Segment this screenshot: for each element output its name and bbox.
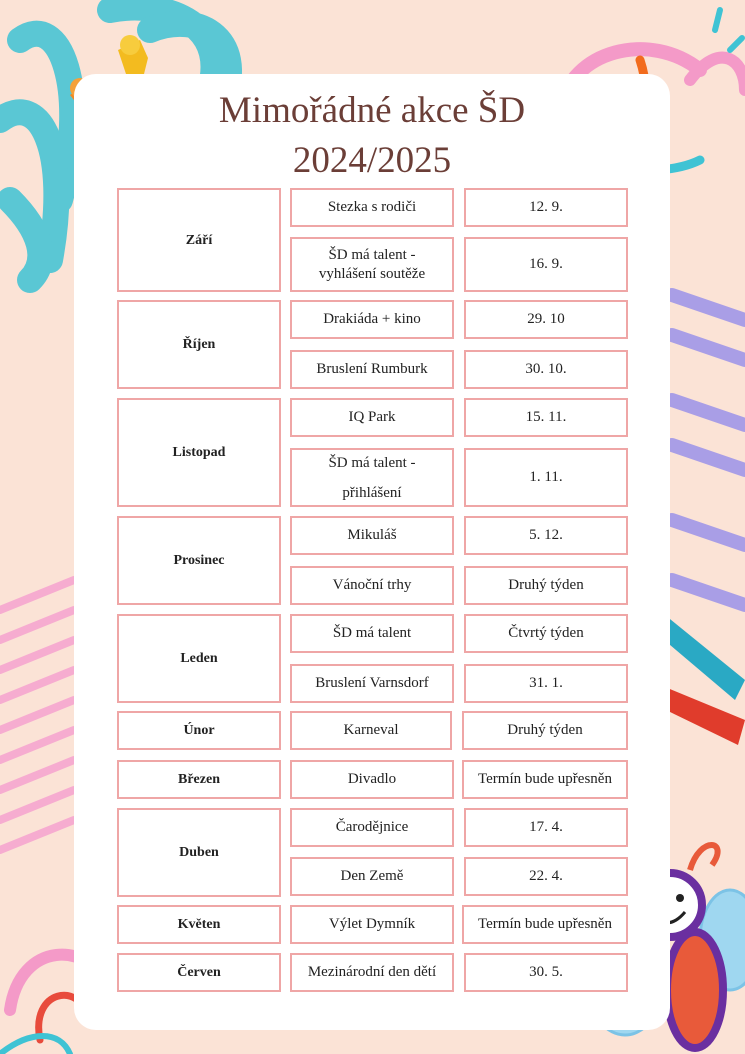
event-cell: Bruslení Rumburk bbox=[290, 350, 454, 389]
date-cell: 12. 9. bbox=[464, 188, 628, 227]
event-cell: Divadlo bbox=[290, 760, 454, 799]
date-cell: 29. 10 bbox=[464, 300, 628, 339]
month-cell: Září bbox=[117, 188, 281, 292]
date-cell: 17. 4. bbox=[464, 808, 628, 847]
event-cell: Den Země bbox=[290, 857, 454, 896]
month-cell: Duben bbox=[117, 808, 281, 897]
date-cell: Termín bude upřesněn bbox=[462, 905, 628, 944]
month-cell: Listopad bbox=[117, 398, 281, 507]
event-cell: ŠD má talent - vyhlášení soutěže bbox=[290, 237, 454, 292]
date-cell: 30. 5. bbox=[464, 953, 628, 992]
title-line-2: 2024/2025 bbox=[292, 140, 452, 181]
event-cell: Mikuláš bbox=[290, 516, 454, 555]
date-cell: Druhý týden bbox=[462, 711, 628, 750]
title-line-1: Mimořádné akce ŠD bbox=[218, 90, 526, 131]
event-cell: Čarodějnice bbox=[290, 808, 454, 847]
event-cell: Drakiáda + kino bbox=[290, 300, 454, 339]
date-cell: 22. 4. bbox=[464, 857, 628, 896]
event-cell: ŠD má talent bbox=[290, 614, 454, 653]
month-cell: Únor bbox=[117, 711, 281, 750]
month-cell: Leden bbox=[117, 614, 281, 703]
event-cell: Mezinárodní den dětí bbox=[290, 953, 454, 992]
date-cell: Termín bude upřesněn bbox=[462, 760, 628, 799]
month-cell: Květen bbox=[117, 905, 281, 944]
date-cell: 5. 12. bbox=[464, 516, 628, 555]
event-cell: Karneval bbox=[290, 711, 452, 750]
month-cell: Březen bbox=[117, 760, 281, 799]
date-cell: Čtvrtý týden bbox=[464, 614, 628, 653]
date-cell: Druhý týden bbox=[464, 566, 628, 605]
page-title bbox=[74, 86, 670, 186]
event-cell: ŠD má talent - přihlášení bbox=[290, 448, 454, 507]
date-cell: 15. 11. bbox=[464, 398, 628, 437]
date-cell: 30. 10. bbox=[464, 350, 628, 389]
event-cell: Stezka s rodiči bbox=[290, 188, 454, 227]
date-cell: 16. 9. bbox=[464, 237, 628, 292]
month-cell: Říjen bbox=[117, 300, 281, 389]
event-cell: Výlet Dymník bbox=[290, 905, 454, 944]
date-cell: 1. 11. bbox=[464, 448, 628, 507]
month-cell: Prosinec bbox=[117, 516, 281, 605]
event-cell: IQ Park bbox=[290, 398, 454, 437]
purple-stripes-right bbox=[672, 295, 745, 605]
event-cell: Bruslení Varnsdorf bbox=[290, 664, 454, 703]
month-cell: Červen bbox=[117, 953, 281, 992]
pink-scribble-left bbox=[0, 580, 74, 850]
date-cell: 31. 1. bbox=[464, 664, 628, 703]
event-cell: Vánoční trhy bbox=[290, 566, 454, 605]
